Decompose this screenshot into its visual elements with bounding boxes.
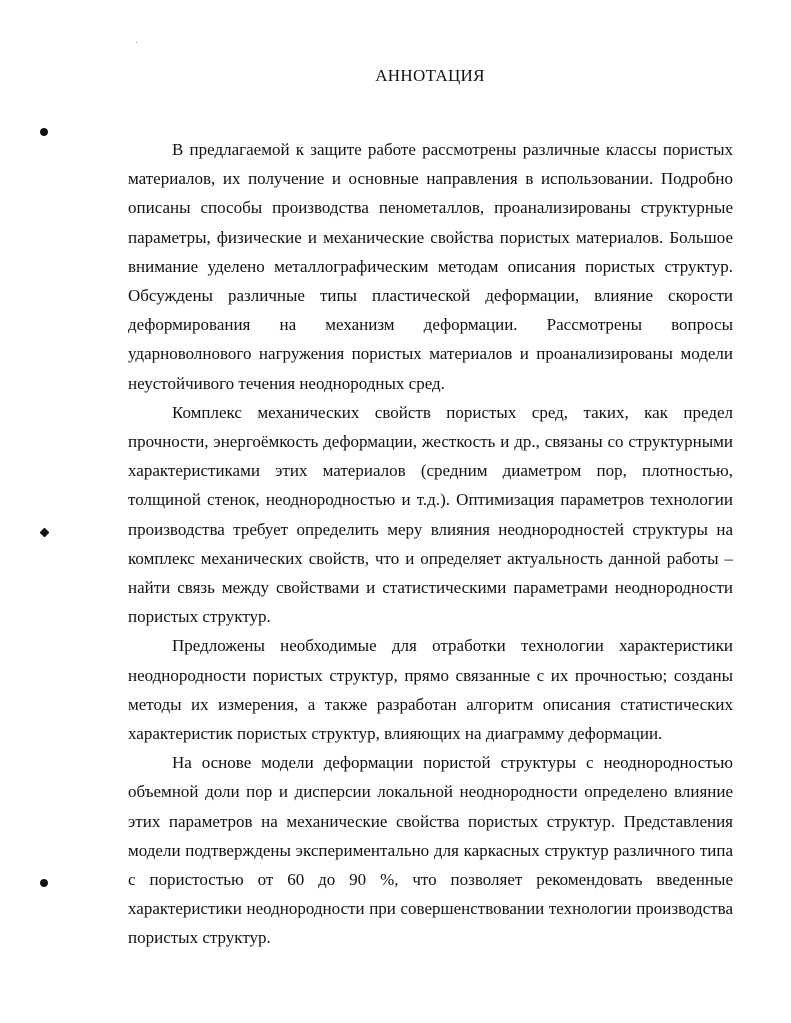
paragraph: На основе модели деформации пористой структуры с неоднородностью объемной доли пор и дисперсии локальной неоднородности определено влияние этих параметров на механические свойства пористых структур. Представления модели подтверждены экспериментально для каркасных структур различного типа с пористостью от 60 до 90 %, что позволяет рекомендовать введенные характеристики неоднородности при совершенствовании технологии производства пористых структур. — [128, 753, 733, 948]
paragraph: Предложены необходимые для отработки технологии характеристики неоднородности пористых структур, прямо связанные с их прочностью; созданы методы их измерения, а также разработан алгоритм описания статистических характеристик пористых структур, влияющих на диаграмму деформации. — [128, 636, 733, 744]
margin-diamond-icon — [40, 528, 50, 538]
margin-bullet-icon — [40, 879, 48, 887]
document-body — [128, 135, 733, 953]
document-title: АННОТАЦИЯ — [375, 66, 485, 85]
margin-bullet-icon — [40, 128, 48, 136]
paragraph: Комплекс механических свойств пористых сред, таких, как предел прочности, энергоёмкость деформации, жесткость и др., связаны со структурными характеристиками этих материалов (средним диаметром пор, плотностью, толщиной стенок, неоднородностью и т.д.). Оптимизация параметров технологии производства требует определить меру влияния неоднородностей структуры на комплекс механических свойств, что и определяет актуальность данной работы – найти связь между свойствами и статистическими параметрами неоднородности пористых структур. — [128, 402, 733, 627]
paragraph: В предлагаемой к защите работе рассмотрены различные классы пористых материалов, их получение и основные направления в использовании. Подробно описаны способы производства пенометаллов, проанализированы структурные параметры, физические и механические свойства пористых материалов. Большое внимание уделено металлографическим методам описания пористых структур. Обсуждены различные типы пластической деформации, влияние скорости деформирования на механизм деформации. Рассмотрены вопросы ударноволнового нагружения пористых материалов и проанализированы модели неустойчивого течения неоднородных сред. — [128, 140, 733, 393]
scan-speck — [136, 42, 137, 43]
